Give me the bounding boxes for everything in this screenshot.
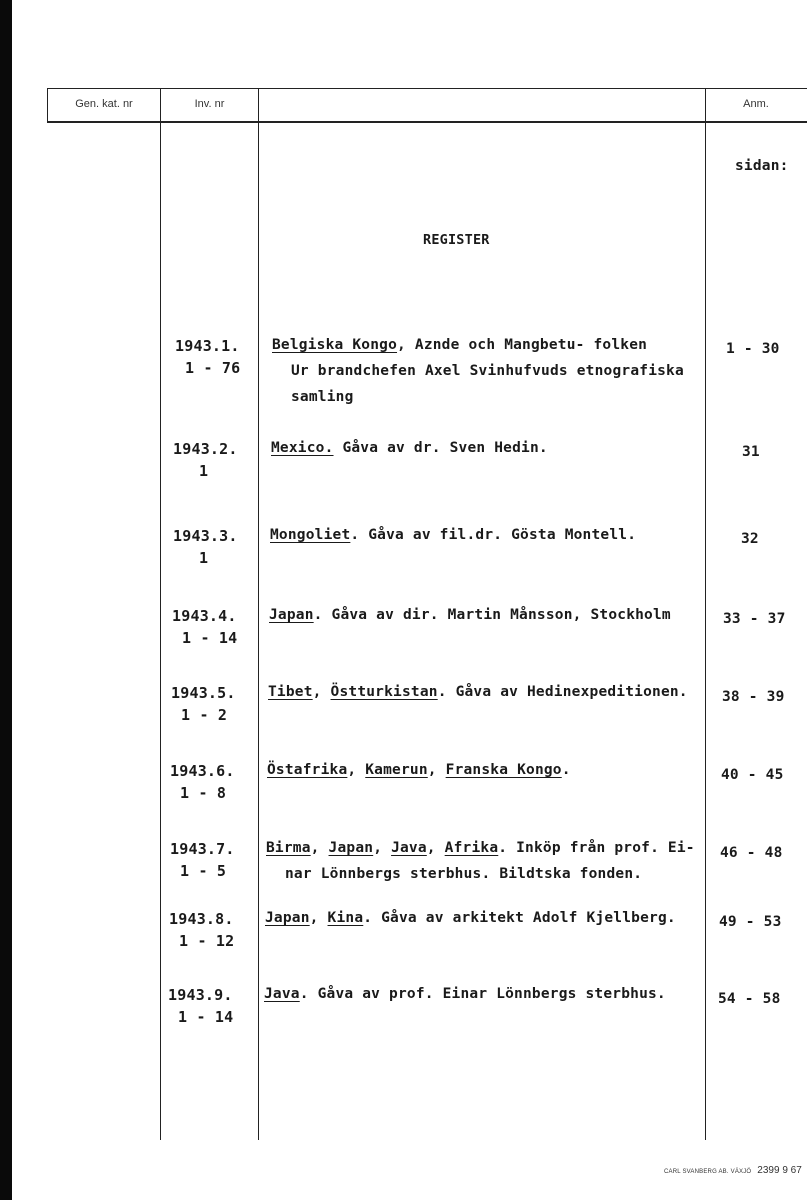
description-text: . Gåva av prof. Einar Lönnbergs sterbhus.	[299, 986, 666, 1002]
column-rule-gen	[160, 88, 161, 1140]
place-name: Mexico.	[271, 440, 334, 456]
description-text: ,	[312, 684, 331, 700]
inv-range: 1 - 5	[180, 862, 227, 880]
entry-description	[267, 762, 571, 778]
header-gen-kat-nr: Gen. kat. nr	[75, 98, 133, 110]
place-name: Belgiska Kongo	[272, 337, 398, 353]
description-text: . Inköp från prof. Ei-	[498, 840, 695, 856]
place-name: Mongoliet	[270, 527, 351, 543]
inv-range: 1 - 14	[182, 629, 238, 647]
entry-description	[271, 440, 548, 456]
sidan-label: sidan:	[735, 158, 789, 174]
description-text: . Gåva av fil.dr. Gösta Montell.	[350, 527, 637, 543]
header-anm: Anm.	[743, 98, 769, 110]
place-name: Birma	[266, 840, 311, 856]
inv-range: 1 - 14	[178, 1008, 234, 1026]
description-text: ,	[373, 840, 392, 856]
inv-range: 1 - 2	[181, 706, 228, 724]
entry-description	[264, 986, 666, 1002]
page-range: 32	[741, 531, 759, 547]
inv-number: 1943.7.	[170, 840, 235, 858]
inv-number: 1943.8.	[169, 910, 234, 928]
inv-range: 1 - 8	[180, 784, 227, 802]
column-rule-anm	[705, 88, 706, 1140]
place-name: Java	[391, 840, 427, 856]
place-name: Franska Kongo	[445, 762, 562, 778]
entry-description-line: samling	[291, 389, 354, 405]
entry-description	[265, 910, 676, 926]
inv-range: 1 - 12	[179, 932, 235, 950]
description-text: ,	[309, 910, 328, 926]
place-name: Japan	[328, 840, 374, 856]
column-rule-inv	[258, 88, 259, 1140]
place-name: Östturkistan	[330, 684, 438, 700]
binding-edge	[0, 0, 12, 1200]
page-range: 46 - 48	[720, 845, 783, 861]
header-inv-nr: Inv. nr	[194, 98, 225, 110]
inv-range: 1	[199, 462, 209, 480]
description-text: .	[561, 762, 571, 778]
entry-description-line: Ur brandchefen Axel Svinhufvuds etnografiska	[291, 363, 684, 379]
description-text: , Aznde och Mangbetu- folken	[397, 337, 648, 353]
page-range: 38 - 39	[722, 689, 785, 705]
entry-description	[270, 527, 636, 543]
place-name: Kamerun	[365, 762, 428, 778]
inv-number: 1943.5.	[171, 684, 236, 702]
inv-number: 1943.3.	[173, 527, 238, 545]
place-name: Japan	[269, 607, 314, 623]
inv-range: 1 - 76	[185, 359, 241, 377]
print-code: 2399 9 67	[757, 1165, 802, 1176]
place-name: Japan	[265, 910, 310, 926]
description-text: . Gåva av arkitekt Adolf Kjellberg.	[363, 910, 676, 926]
entry-description	[269, 607, 671, 623]
page-range: 1 - 30	[726, 341, 780, 357]
page-range: 33 - 37	[723, 611, 786, 627]
entry-description-line: nar Lönnbergs sterbhus. Bildtska fonden.	[285, 866, 643, 882]
entry-description	[268, 684, 688, 700]
description-text: Gåva av dr. Sven Hedin.	[333, 440, 548, 456]
header-bottom-rule	[47, 121, 807, 123]
place-name: Afrika	[444, 840, 499, 856]
inv-number: 1943.2.	[173, 440, 238, 458]
description-text: . Gåva av Hedinexpeditionen.	[437, 684, 688, 700]
inv-range: 1	[199, 549, 209, 567]
page-range: 49 - 53	[719, 914, 782, 930]
description-text: . Gåva av dir. Martin Månsson, Stockholm	[313, 607, 671, 623]
page-range: 40 - 45	[721, 767, 784, 783]
inv-number: 1943.6.	[170, 762, 235, 780]
place-name: Östafrika	[267, 762, 348, 778]
place-name: Java	[264, 986, 300, 1002]
description-text: ,	[347, 762, 366, 778]
description-text: ,	[426, 840, 445, 856]
register-title: REGISTER	[423, 232, 490, 248]
header-top-rule	[47, 88, 807, 89]
inv-number: 1943.9.	[168, 986, 233, 1004]
description-text: ,	[310, 840, 329, 856]
inv-number: 1943.4.	[172, 607, 237, 625]
inv-number: 1943.1.	[175, 337, 240, 355]
place-name: Kina	[327, 910, 364, 926]
printer-name: CARL SVANBERG AB. VÄXJÖ	[664, 1169, 752, 1175]
page-range: 31	[742, 444, 760, 460]
entry-description	[266, 840, 695, 856]
page-range: 54 - 58	[718, 991, 781, 1007]
place-name: Tibet	[268, 684, 313, 700]
printer-footer	[664, 1160, 802, 1178]
description-text: ,	[427, 762, 446, 778]
entry-description	[272, 337, 647, 353]
